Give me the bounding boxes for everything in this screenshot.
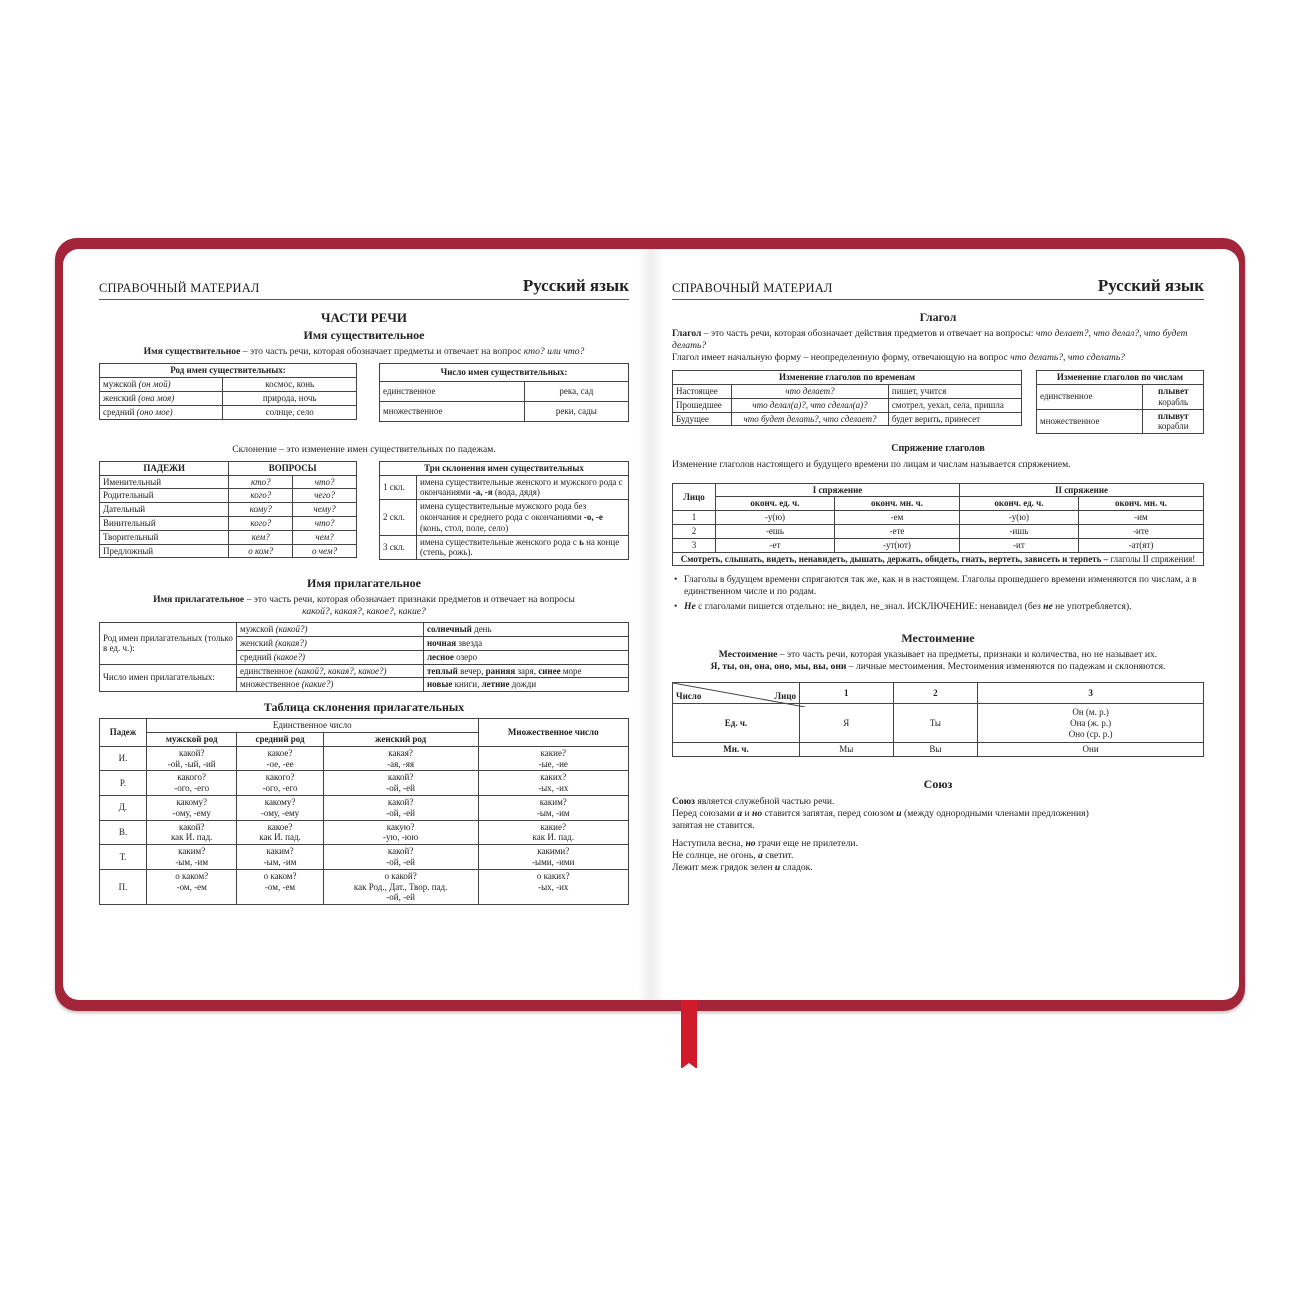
verb-title: Глагол xyxy=(919,310,957,325)
conjunction-example-3: Лежит меж грядок зелен и сладок. xyxy=(672,862,813,874)
verb-tense-table: Изменение глаголов по временам Настоящее что делает? пишет, учится Прошедшее что делал(а)?, что сделал(а)? смотрел, уехал, села, пришла Будущее что будет делать?, что сделает? будет верить, принесет xyxy=(672,370,1022,426)
page-header xyxy=(99,275,629,300)
conjunction-rule: Перед союзами а и но ставится запятая, перед союзом и (между однородными членами предложения) запятая не ставится. xyxy=(672,808,1089,832)
table-header: Род имен существительных: xyxy=(100,364,357,378)
bullet-ne-verbs: • Не с глаголами пишется отдельно: не_видел, не_знал. ИСКЛЮЧЕНИЕ: ненавидел (без не не употребляется). xyxy=(672,601,1204,613)
page-gutter xyxy=(638,249,664,1000)
section-label: СПРАВОЧНЫЙ МАТЕРИАЛ xyxy=(672,280,833,295)
declension-row: И. какой? -ой, -ый, -ий какое? -ое, -ее какая? -ая, -яя какие? -ые, -ие xyxy=(100,746,629,771)
verb-number-table: Изменение глаголов по числам единственное плывет корабль множественное плывут корабли xyxy=(1036,370,1204,434)
pronoun-table: Число Лицо 1 2 3 Ед. ч. Я Ты Он (м. р.) Она (ж. р.) Оно (ср. р.) Мн. ч. Мы Вы Они xyxy=(672,682,1204,757)
conjugation-table: Лицо I спряжение II спряжение оконч. ед. ч. оконч. мн. ч. оконч. ед. ч. оконч. мн. ч. 1 -у(ю) -ем -у(ю) -им 2 -ешь -ете -ишь -ите 3 -ет -ут(ют) -ит -ат(ят) Смотреть, слышать, видеть, ненавидеть, дышать, держать, обидеть, гнать, вертеть, зависеть и терпеть – глаголы II спряжения! xyxy=(672,483,1204,567)
bookmark-ribbon xyxy=(681,1000,697,1068)
subject-title: Русский язык xyxy=(522,276,629,295)
declension-row: Т. каким? -ым, -им каким? -ым, -им какой? -ой, -ей какими? -ыми, -ими xyxy=(100,845,629,870)
noun-title: Имя существительное xyxy=(303,327,425,342)
conjunction-example-1: Наступила весна, но грачи еще не прилетели. xyxy=(672,838,858,850)
left-page xyxy=(63,249,651,1000)
conjunction-definition: Союз является служебной частью речи. xyxy=(672,796,835,808)
three-declensions-table: Три склонения имен существительных 1 скл. имена существительные женского и мужского рода с окончаниями -а, -я (вода, дядя) 2 скл. имена существительные мужского рода без окончания и среднего рода с окончаниями -о, -е (конь, стол, поле, село) 3 скл. имена существительные женского рода с ь на конце (степь, рожь). xyxy=(379,461,629,560)
noun-definition: Имя существительное – это часть речи, которая обозначает предметы и отвечает на вопрос кто? или что? xyxy=(143,345,585,357)
diagonal-header-cell: Число Лицо xyxy=(673,683,800,704)
noun-gender-table: Род имен существительных: мужской (он мой) космос, конь женский (она моя) природа, ночь средний (оно мое) солнце, село xyxy=(99,363,357,419)
declension-definition: Склонение – это изменение имен существительных по падежам. xyxy=(232,443,496,455)
adjective-declension-title: Таблица склонения прилагательных xyxy=(263,700,465,715)
conjunction-example-2: Не солнце, не огонь, а светит. xyxy=(672,850,794,862)
declension-row: Р. какого? -ого, -его какого? -ого, -его какой? -ой, -ей каких? -ых, -их xyxy=(100,771,629,796)
declension-row: В. какой? как И. пад. какое? как И. пад. какую? -ую, -юю какие? как И. пад. xyxy=(100,820,629,845)
adjective-declension-table: Падеж Единственное число Множественное число мужской род средний род женский род И. какой? -ой, -ый, -ий какое? -ое, -ее какая? -ая, -яя какие? -ые, -ие Р. какого? -ого, -его какого? -ого, -его какой? -ой, -ей каких? -ых, -их Д. какому? -ому, -ему какому? -ому, -ему какой? -ой, -ей каким? -ым, -им В. какой? как И. пад. какое? как И. пад. какую? -ую, -юю какие? как И. пад. Т. каким? -ым, -им каким? -ым, -им какой? -ой, -ей какими? -ыми, -ими П. о каком? -ом, -ем о каком? -ом, -ем о какой? как Род., Дат., Твор. пад. -ой, -ей о каких? -ых, -их xyxy=(99,718,629,905)
subject-title: Русский язык xyxy=(1097,276,1204,295)
bullet-future-tense: • Глаголы в будущем времени спрягаются так же, как и в настоящем. Глаголы прошедшего времени изменяются по числам, а в единственном числе и по родам. xyxy=(672,574,1204,598)
adjective-title: Имя прилагательное xyxy=(307,576,421,591)
parts-of-speech-title: ЧАСТИ РЕЧИ xyxy=(321,310,407,326)
conjugation-title: Спряжение глаголов xyxy=(891,443,985,455)
declension-row: П. о каком? -ом, -ем о каком? -ом, -ем о какой? как Род., Дат., Твор. пад. -ой, -ей о каких? -ых, -их xyxy=(100,869,629,904)
verb-infinitive: Глагол имеет начальную форму – неопределенную форму, отвечающую на вопрос что делать?, что сделать? xyxy=(672,352,1125,364)
conjugation-definition: Изменение глаголов настоящего и будущего времени по лицам и числам называется спряжением. xyxy=(672,458,1071,470)
pronoun-title: Местоимение xyxy=(901,631,975,646)
verb-definition: Глагол – это часть речи, которая обозначает действия предметов и отвечает на вопросы: что делает?, что делал?, что будет делать? xyxy=(672,328,1188,352)
adjective-table: Род имен прилагательных (только в ед. ч.): мужской (какой?) солнечный день женский (какая?) ночная звезда средний (какое?) лесное озеро Число имен прилагательных: единственное (какой?, какая?, какое?) теплый вечер, ранняя заря, синее море множественное (какие?) новые книги, летние дожди xyxy=(99,622,629,692)
declension-row: Д. какому? -ому, -ему какому? -ому, -ему какой? -ой, -ей каким? -ым, -им xyxy=(100,795,629,820)
page-header xyxy=(672,275,1204,300)
cases-table: ПАДЕЖИ ВОПРОСЫ Именительный кто? что? Родительный кого? чего? Дательный кому? чему? Винительный кого? что? Творительный кем? чем? Предложный о ком? о чем? xyxy=(99,461,357,559)
adjective-definition: Имя прилагательное – это часть речи, которая обозначает признаки предметов и отвечает на вопросы какой?, какая?, какое?, какие? xyxy=(153,594,575,618)
section-label: СПРАВОЧНЫЙ МАТЕРИАЛ xyxy=(99,280,260,295)
right-page xyxy=(651,249,1239,1000)
noun-number-table: Число имен существительных: единственное река, сад множественное реки, сады xyxy=(379,363,629,421)
pronoun-definition: Местоимение – это часть речи, которая указывает на предметы, признаки и количества, но не называет их. Я, ты, он, она, оно, мы, вы, они – личные местоимения. Местоимения изменяются по падежам и склоняются. xyxy=(710,649,1166,673)
conjunction-title: Союз xyxy=(923,777,953,792)
